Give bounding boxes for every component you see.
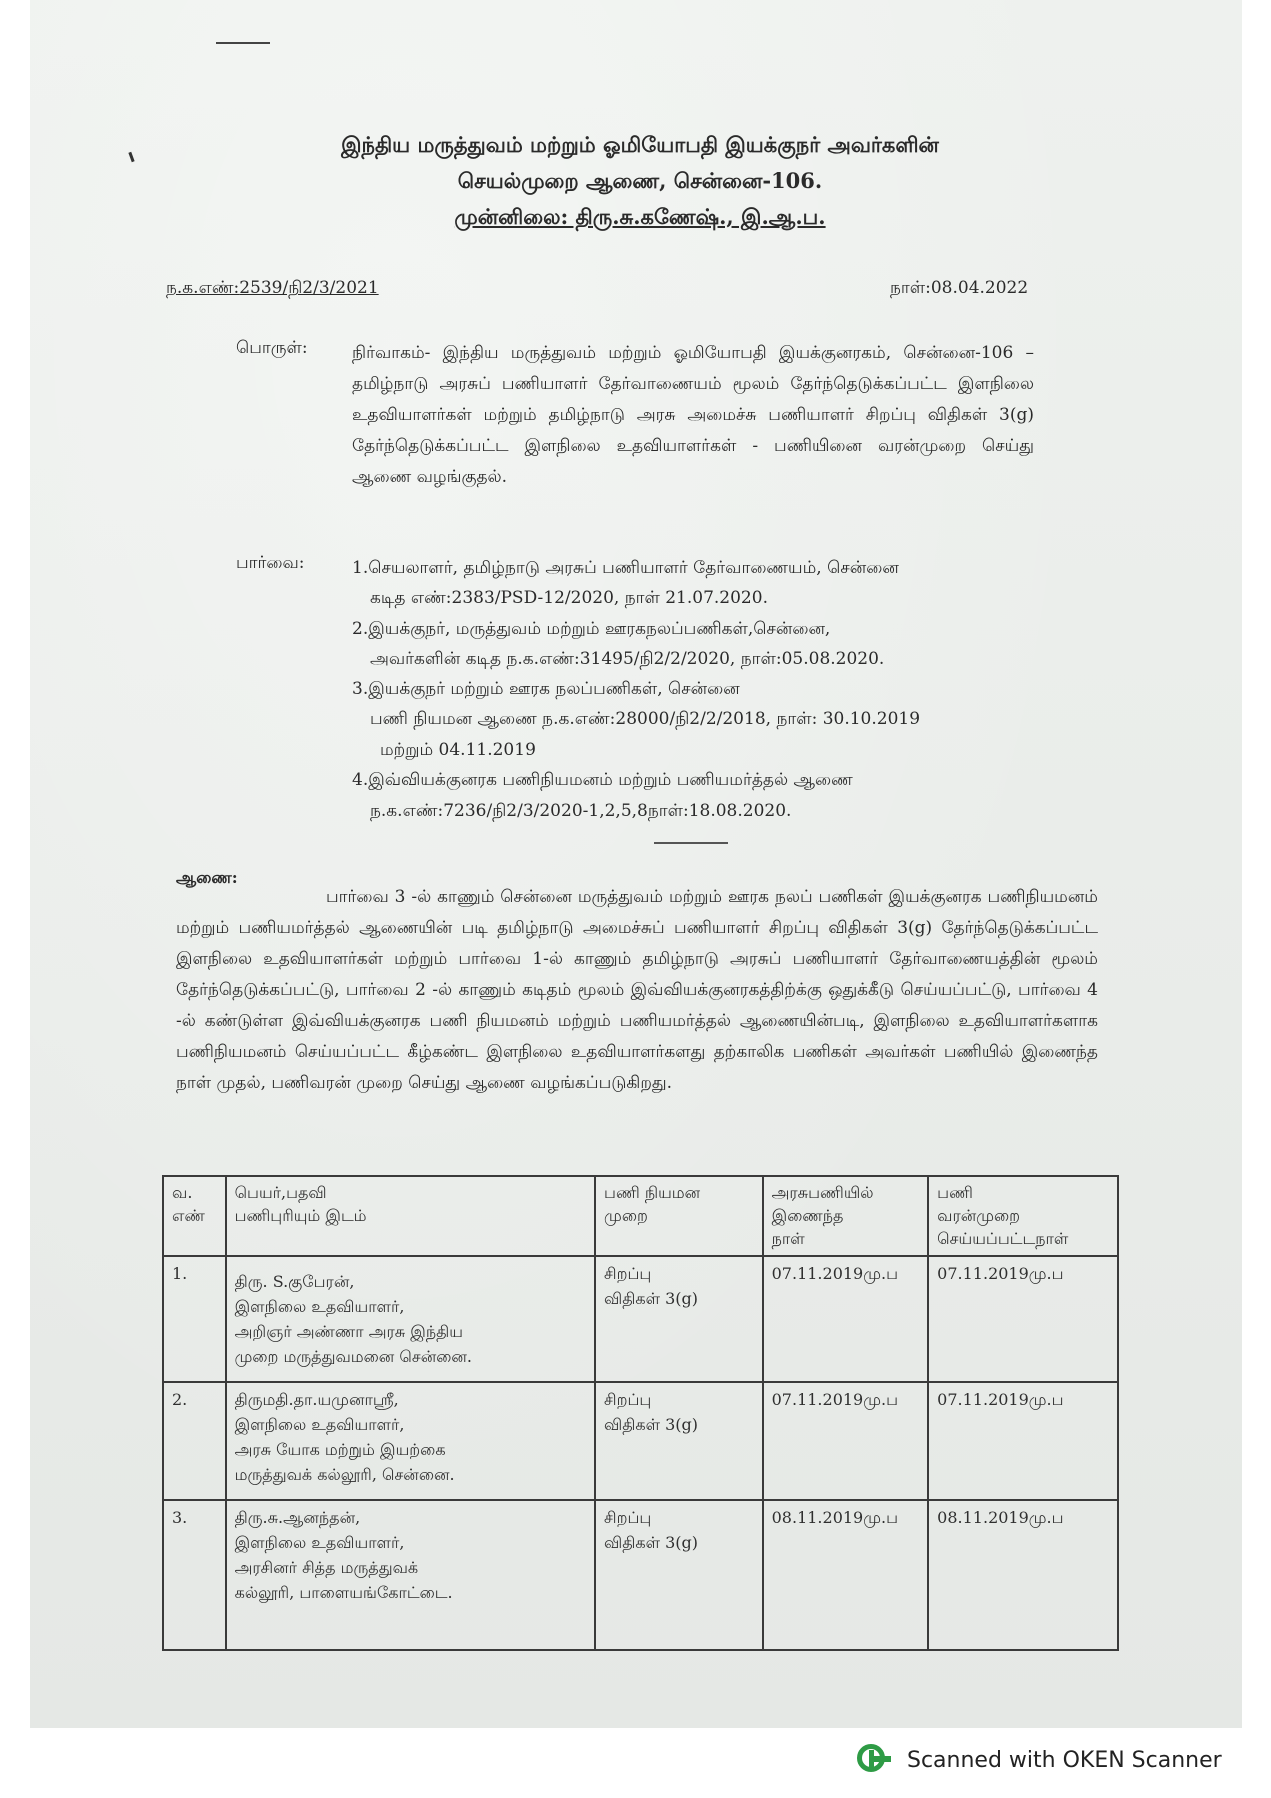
reference-4-line-2: ந.க.எண்:7236/நி2/3/2020-1,2,5,8நாள்:18.08.2020.: [370, 801, 792, 821]
reference-4-line-1: 4.இவ்வியக்குனரக பணிநியமனம் மற்றும் பணியமர்த்தல் ஆணை: [352, 770, 853, 790]
document-date: நாள்:08.04.2022: [890, 278, 1029, 298]
subject-label: பொருள்:: [236, 338, 308, 358]
joined-cell: 07.11.2019மு.ப: [763, 1256, 929, 1382]
order-text: பார்வை 3 -ல் காணும் சென்னை மருத்துவம் மற்றும் ஊரக நலப் பணிகள் இயக்குனரக பணிநியமனம் மற்றும் பணியமர்த்தல் ஆணையின் படி தமிழ்நாடு அமைச்சுப் பணியாளர் சிறப்பு விதிகள் 3(g) தேர்ந்தெடுக்கப்பட்ட இளநிலை உதவியாளர்கள் மற்றும் பார்வை 1-ல் காணும் தமிழ்நாடு அரசுப் பணியாளர் தேர்வாணையத்தின் மூலம் தேர்ந்தெடுக்கப்பட்டு, பார்வை 2 -ல் காணும் கடிதம் மூலம் இவ்வியக்குனரகத்திற்க்கு ஒதுக்கீடு செய்யப்பட்டு, பார்வை 4 -ல் கண்டுள்ள இவ்வியக்குனரக பணி நியமனம் மற்றும் பணியமர்த்தல் ஆணையின்படி, இளநிலை உதவியாளர்களாக பணிநியமனம் செய்யப்பட்ட கீழ்கண்ட இளநிலை உதவியாளர்களது தற்காலிக பணிகள் அவர்கள் பணியில் இணைந்த நாள் முதல், பணிவரன் முறை செய்து ஆணை வழங்கப்படுகிறது.: [176, 887, 1098, 1093]
table-header-row: [163, 1176, 1118, 1256]
serial-cell: 2.: [163, 1382, 226, 1500]
scanner-watermark-text: Scanned with OKEN Scanner: [907, 1747, 1222, 1773]
table-row: [163, 1256, 1118, 1382]
table-row: [163, 1382, 1118, 1500]
oken-scanner-logo-icon: [855, 1740, 895, 1780]
header-name: பெயர்,பதவி பணிபுரியும் இடம்: [226, 1176, 595, 1256]
regularised-cell: 08.11.2019மு.ப: [928, 1500, 1118, 1650]
section-separator: [654, 842, 728, 844]
method-cell: சிறப்பு விதிகள் 3(g): [595, 1382, 763, 1500]
header-serial: வ. எண்: [163, 1176, 226, 1256]
scanner-watermark: [855, 1740, 1222, 1780]
header-line-2: செயல்முறை ஆணை, சென்னை-106.: [457, 168, 823, 193]
reference-2-line-1: 2.இயக்குநர், மருத்துவம் மற்றும் ஊரகநலப்பணிகள்,சென்னை,: [352, 619, 831, 639]
reference-2-line-2: அவர்களின் கடித ந.க.எண்:31495/நி2/2/2020, நாள்:05.08.2020.: [370, 649, 885, 669]
staff-table: [162, 1175, 1119, 1651]
serial-cell: 1.: [163, 1256, 226, 1382]
order-label: ஆணை:: [176, 868, 238, 887]
reference-1-line-1: 1.செயலாளர், தமிழ்நாடு அரசுப் பணியாளர் தேர்வாணையம், சென்னை: [352, 558, 899, 578]
name-cell: திருமதி.தா.யமுனாஸ்ரீ, இளநிலை உதவியாளர், அரசு யோக மற்றும் இயற்கை மருத்துவக் கல்லூரி, சென்னை.: [226, 1382, 595, 1500]
reference-3-line-3: மற்றும் 04.11.2019: [380, 740, 536, 760]
header-method: பணி நியமன முறை: [595, 1176, 763, 1256]
reference-value: 2539/நி2/3/2021: [239, 278, 379, 298]
pen-mark-tick: [128, 152, 134, 162]
subject-text: நிர்வாகம்- இந்திய மருத்துவம் மற்றும் ஓமியோபதி இயக்குனரகம், சென்னை-106 – தமிழ்நாடு அரசுப் பணியாளர் தேர்வாணையம் மூலம் தேர்ந்தெடுக்கப்பட்ட இளநிலை உதவியாளர்கள் மற்றும் தமிழ்நாடு அரசு அமைச்சு பணியாளர் சிறப்பு விதிகள் 3(g) தேர்ந்தெடுக்கப்பட்ட இளநிலை உதவியாளர்கள் - பணியினை வரன்முறை செய்து ஆணை வழங்குதல்.: [352, 343, 1034, 487]
header-line-3: முன்னிலை: திரு.சு.கணேஷ்., இ.ஆ.ப.: [454, 204, 826, 229]
header-line-1: இந்திய மருத்துவம் மற்றும் ஓமியோபதி இயக்குநர் அவர்களின்: [341, 132, 939, 157]
header-regularised: பணி வரன்முறை செய்யப்பட்டநாள்: [928, 1176, 1118, 1256]
serial-cell: 3.: [163, 1500, 226, 1650]
joined-cell: 07.11.2019மு.ப: [763, 1382, 929, 1500]
table-row: [163, 1500, 1118, 1650]
regularised-cell: 07.11.2019மு.ப: [928, 1382, 1118, 1500]
reference-number: [166, 278, 379, 300]
reference-3-line-1: 3.இயக்குநர் மற்றும் ஊரக நலப்பணிகள், சென்னை: [352, 679, 740, 699]
name-cell: திரு. S.குபேரன், இளநிலை உதவியாளர், அறிஞர் அண்ணா அரசு இந்திய முறை மருத்துவமனை சென்னை.: [226, 1256, 595, 1382]
method-cell: சிறப்பு விதிகள் 3(g): [595, 1500, 763, 1650]
method-cell: சிறப்பு விதிகள் 3(g): [595, 1256, 763, 1382]
reference-3-line-2: பணி நியமன ஆணை ந.க.எண்:28000/நி2/2/2018, நாள்: 30.10.2019: [370, 709, 921, 729]
regularised-cell: 07.11.2019மு.ப: [928, 1256, 1118, 1382]
references-label: பார்வை:: [236, 553, 305, 573]
reference-1-line-2: கடித எண்:2383/PSD-12/2020, நாள் 21.07.2020.: [370, 588, 768, 608]
joined-cell: 08.11.2019மு.ப: [763, 1500, 929, 1650]
name-cell: திரு.சு.ஆனந்தன், இளநிலை உதவியாளர், அரசினர் சித்த மருத்துவக் கல்லூரி, பாளையங்கோட்டை.: [226, 1500, 595, 1650]
pen-mark: [216, 42, 270, 44]
reference-prefix: ந.க.எண்:: [166, 278, 240, 298]
header-joined: அரசுபணியில் இணைந்த நாள்: [763, 1176, 929, 1256]
